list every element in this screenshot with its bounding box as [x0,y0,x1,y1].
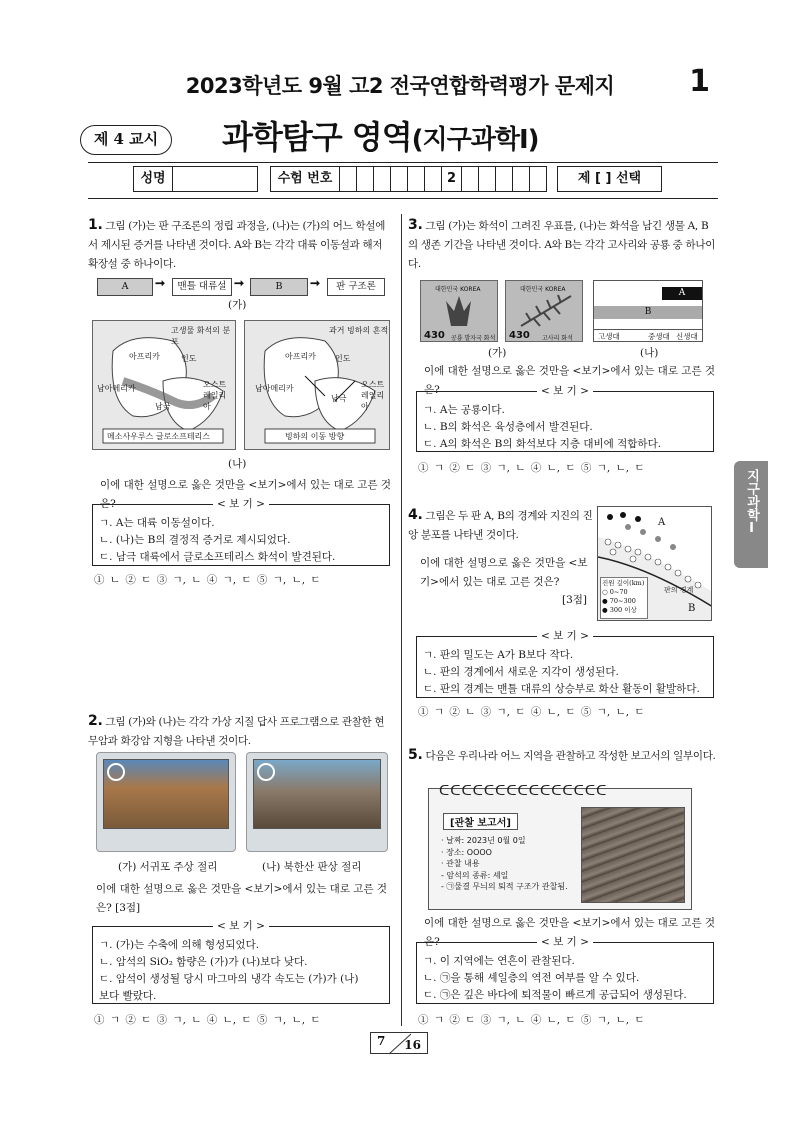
question-3 [408,216,718,274]
question-2 [88,712,393,751]
current-page: 7 [377,1034,386,1048]
answer-choices[interactable]: ① ㄴ ② ㄷ ③ ㄱ, ㄴ ④ ㄱ, ㄷ ⑤ ㄱ, ㄴ, ㄷ [94,574,321,586]
selection-field[interactable]: 제 [ ] 선택 [557,166,662,192]
exam-number-row [270,166,545,192]
exam-number-cell[interactable] [356,166,374,192]
report-line: - 암석의 종류: 셰일 [441,870,509,880]
question-number: 3. [408,217,423,233]
bogi-item: ㄴ. (나)는 B의 결정적 증거로 제시되었다. [99,534,291,546]
stamp-value: 430 [509,330,530,341]
question-text: 그림 (가)는 화석이 그려진 우표를, (나)는 화석을 남긴 생물 A, B의 생존 기간을 나타낸 것이다. A와 B는 각각 고사리와 공룡 중 하나이다. [408,220,716,270]
dinosaur-stamp [420,280,498,342]
zoom-icon[interactable] [107,763,125,781]
bogi-item: ㄱ. 판의 밀도는 A가 B보다 작다. [423,649,574,661]
bogi-item: ㄱ. A는 공룡이다. [423,404,505,416]
map-label-africa: 아프리카 [129,352,160,361]
exam-number-prefix: 2 [441,166,462,192]
zoom-icon[interactable] [257,763,275,781]
map-label-australia: 오스트레일리아 [361,380,385,411]
bogi-item: ㄱ. A는 대륙 이동설이다. [99,517,215,529]
bogi-item: ㄴ. 암석의 SiO₂ 함량은 (가)가 (나)보다 낮다. [99,956,308,968]
bogi-title: < 보 기 > [417,935,713,949]
exam-number-cell[interactable] [495,166,513,192]
answer-choices[interactable]: ① ㄱ ② ㄴ ③ ㄱ, ㄷ ④ ㄴ, ㄷ ⑤ ㄱ, ㄴ, ㄷ [418,706,645,718]
exam-number-cell[interactable] [373,166,391,192]
question-text: 다음은 우리나라 어느 지역을 관찰하고 작성한 보고서의 일부이다. [425,750,716,762]
era-label: 신생대 [676,332,698,341]
question-text: 그림은 두 판 A, B의 경계와 지진의 진앙 분포를 나타낸 것이다. [408,510,593,541]
selection-row [557,166,662,192]
fern-stamp [505,280,583,342]
bogi-item: 보다 빨랐다. [99,990,157,1002]
boundary-label: 판의 경계 [664,586,694,594]
subject-subtitle: (지구과학Ⅰ) [411,125,539,155]
figure-label-b: (나) [640,347,659,359]
bogi-item: ㄱ. (가)는 수축에 의해 형성되었다. [99,939,260,951]
legend-item: ● 300 이상 [602,606,637,614]
bogi-item: ㄴ. ㉠을 통해 셰일층의 역전 여부를 알 수 있다. [423,972,640,984]
stamp-caption: 고사리 화석 [542,335,573,342]
header-rule-bottom [88,198,718,199]
depth-legend [600,577,648,619]
flow-box-b: B [250,278,308,296]
map-label-south-america: 남아메리카 [255,384,294,393]
plate-a-label: A [658,517,666,528]
map1-title: 고생물 화석의 분포 [171,326,231,346]
map2-title: 과거 빙하의 흔적 [329,326,389,335]
arrow-right-icon: ➞ [234,276,245,290]
exam-number-cell[interactable] [512,166,530,192]
exam-number-label: 수험 번호 [270,166,340,192]
caption-a: (가) 서귀포 주상 절리 [118,861,218,873]
subject-name: 과학탐구 영역 [222,118,412,156]
exam-number-cell[interactable] [390,166,408,192]
map-label-australia: 오스트레일리아 [203,380,227,411]
question-prompt: 이에 대한 설명으로 옳은 것만을 <보기>에서 있는 대로 고른 것은? [3점] [96,883,388,914]
question-number: 1. [88,217,103,233]
side-tab-label: 지구과학Ⅰ [744,469,759,536]
exam-number-cell[interactable] [478,166,496,192]
flow-box-plate: 판 구조론 [327,278,385,296]
bogi-item: ㄷ. A의 화석은 B의 화석보다 지층 대비에 적합하다. [423,438,662,450]
exam-number-cell[interactable] [529,166,547,192]
legend-item: ● 70~300 [602,597,636,605]
question-1 [88,216,393,274]
bogi-title: < 보 기 > [417,384,713,398]
bogi-item: ㄷ. 암석이 생성될 당시 마그마의 냉각 속도는 (가)가 (나) [99,973,359,985]
bogi-title: < 보 기 > [93,919,389,933]
exam-number-cell[interactable] [424,166,442,192]
arrow-right-icon: ➞ [155,276,166,290]
question-prompt: 이에 대한 설명으로 옳은 것만을 <보기>에서 있는 대로 고른 것은? [100,479,392,510]
stamp-country: 대한민국 KOREA [520,286,566,293]
period-badge: 제 4 교시 [80,125,172,155]
bogi-box [416,385,714,452]
subject-side-tab [734,461,768,568]
era-axis [594,329,702,342]
map-label-south-america: 남아메리카 [97,384,136,393]
bogi-title: < 보 기 > [93,497,389,511]
question-prompt: 이에 대한 설명으로 옳은 것만을 <보기>에서 있는 대로 고른 것은? [424,365,716,396]
question-text: 그림 (가)는 판 구조론의 정립 과정을, (나)는 (가)의 어느 학설에서 제시된 증거를 나타낸 것이다. A와 B는 각각 대륙 이동설과 해저 확장설 중 하나이다. [88,220,386,270]
question-number: 5. [408,747,423,763]
question-text: 그림 (가)와 (나)는 각각 가상 지질 답사 프로그램으로 관찰한 현무암과 화강암 지형을 나타낸 것이다. [88,716,385,747]
map-label-india: 인도 [181,354,197,363]
epicenter-figure [597,506,712,621]
caption-b: (나) 북한산 판상 절리 [262,861,362,873]
map-label-antarctica: 남극 [155,402,171,411]
figure-label-a: (가) [228,299,247,311]
bogi-item: ㄴ. B의 화석은 육성층에서 발견된다. [423,421,593,433]
bogi-box [416,936,714,1004]
question-points: [3점] [562,594,588,606]
report-line: · 날짜: 2023년 0월 0일 [441,836,526,845]
report-notebook [428,783,692,910]
flow-box-mantle: 맨틀 대류설 [172,278,232,296]
map-label-africa: 아프리카 [285,352,316,361]
map-label-india: 인도 [335,354,351,363]
answer-choices[interactable]: ① ㄱ ② ㄷ ③ ㄱ, ㄴ ④ ㄴ, ㄷ ⑤ ㄱ, ㄴ, ㄷ [94,1014,321,1026]
map-label-antarctica: 남극 [331,394,347,403]
bogi-title: < 보 기 > [417,629,713,643]
bogi-box [92,498,390,566]
subject-title [222,112,539,158]
stamp-caption: 공룡 발자국 화석 [451,335,496,342]
monitor-b [246,752,388,852]
question-5 [408,746,718,766]
exam-number-cell[interactable] [339,166,357,192]
answer-choices[interactable]: ① ㄱ ② ㄷ ③ ㄱ, ㄴ ④ ㄴ, ㄷ ⑤ ㄱ, ㄴ, ㄷ [418,1014,645,1026]
bogi-box [92,920,390,1004]
glacier-trace-map [244,320,390,450]
name-row [133,166,258,192]
column-divider [401,214,402,1026]
legend-title: 진원 깊이(km) [602,579,645,587]
stamp-value: 430 [424,330,445,341]
plate-b-label: B [688,603,696,614]
answer-choices[interactable]: ① ㄱ ② ㄷ ③ ㄱ, ㄴ ④ ㄴ, ㄷ ⑤ ㄱ, ㄴ, ㄷ [418,462,645,474]
exam-number-cell[interactable] [407,166,425,192]
ripple-mark-photo [581,807,685,903]
page-indicator [370,1032,428,1054]
page-number: 1 [689,64,710,99]
question-prompt: 이에 대한 설명으로 옳은 것만을 <보기>에서 있는 대로 고른 것은? [424,917,716,948]
monitor-a [96,752,236,852]
bar-a: A [662,287,702,300]
total-pages: 16 [404,1038,421,1052]
arrow-right-icon: ➞ [310,276,321,290]
era-label: 중생대 [648,332,670,341]
name-label: 성명 [133,166,173,192]
bogi-item: ㄷ. ㉠은 깊은 바다에 퇴적물이 빠르게 공급되어 생성된다. [423,989,687,1001]
question-prompt: 이에 대한 설명으로 옳은 것만을 <보기>에서 있는 대로 고른 것은? [420,557,588,588]
report-line: · 장소: OOOO [441,847,492,857]
stamp-country: 대한민국 KOREA [435,286,481,293]
map1-legend: 메소사우루스 글로소프테리스 [107,432,211,441]
report-body [441,835,581,893]
legend-item: ○ 0~70 [602,588,628,596]
question-4 [408,506,593,545]
report-title: [관찰 보고서] [443,813,518,830]
report-line: - ㉠물결 무늬의 퇴적 구조가 관찰됨. [441,882,568,891]
flow-box-a: A [97,278,153,296]
name-field[interactable] [172,166,258,192]
bogi-item: ㄱ. 이 지역에는 연흔이 관찰된다. [423,955,575,967]
report-line: · 관찰 내용 [441,859,480,868]
bar-b: B [594,306,702,319]
question-number: 2. [88,713,103,729]
figure-label-a: (가) [488,347,507,359]
bogi-item: ㄴ. 판의 경계에서 새로운 지각이 생성된다. [423,666,619,678]
era-label: 고생대 [598,332,620,341]
bogi-item: ㄷ. 판의 경계는 맨틀 대류의 상승부로 화산 활동이 활발하다. [423,683,700,695]
map2-legend: 빙하의 이동 방향 [285,432,345,441]
survival-chart [593,280,703,342]
notebook-rings-icon: ᑕᑕᑕᑕᑕᑕᑕᑕᑕᑕᑕᑕᑕᑕᑕ [439,783,608,799]
figure-label-b: (나) [228,458,247,470]
bogi-item: ㄷ. 남극 대륙에서 글로소프테리스 화석이 발견된다. [99,551,336,563]
fossil-distribution-map [92,320,236,450]
bogi-box [416,630,714,698]
header-rule-top [88,162,718,163]
exam-title: 2023학년도 9월 고2 전국연합학력평가 문제지 [185,74,615,98]
exam-number-cell[interactable] [461,166,479,192]
question-number: 4. [408,507,423,523]
